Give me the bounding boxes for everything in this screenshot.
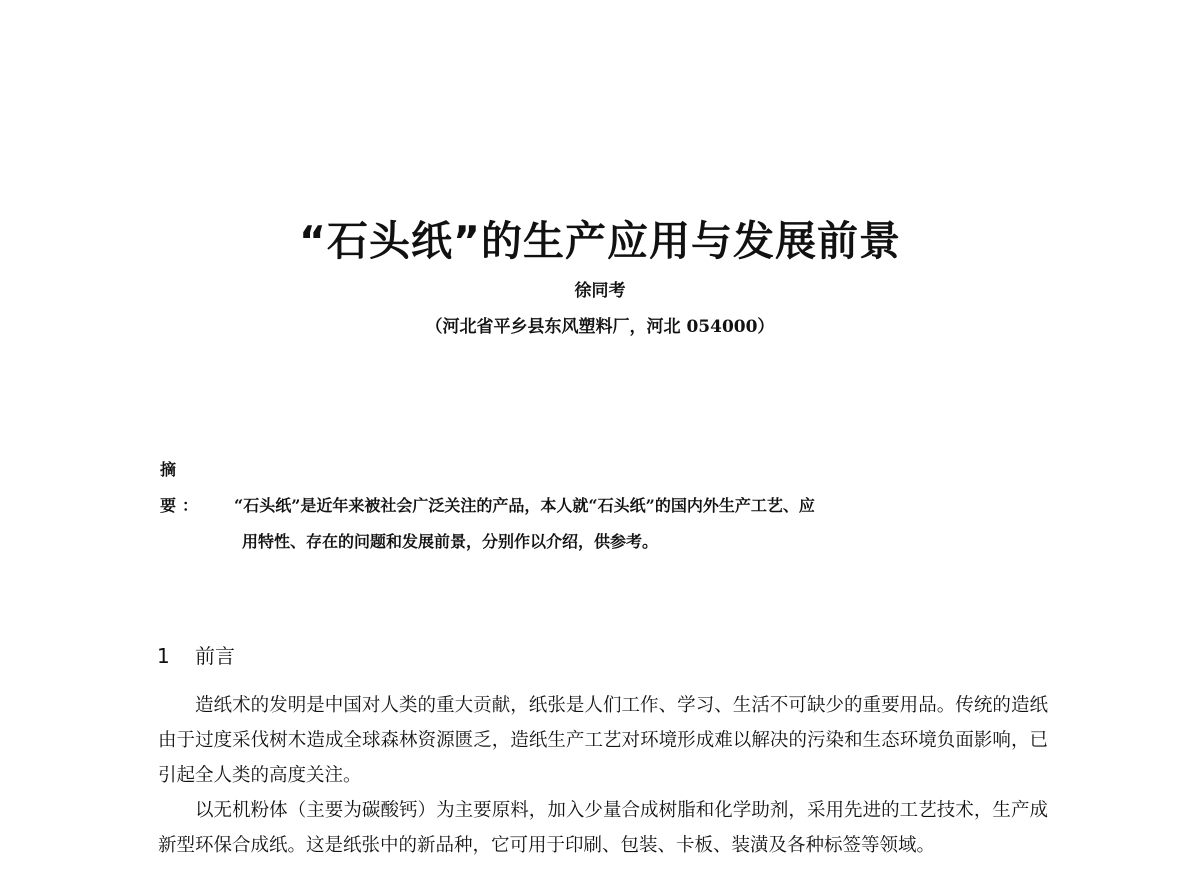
paragraph: 以无机粉体（主要为碳酸钙）为主要原料，加入少量合成树脂和化学助剂，采用先进的工艺技术，生产成新型环保合成纸。这是纸张中的新品种，它可用于印刷、包装、卡板、装潢及各种标签等领域。 [158,800,1048,856]
section-body [158,688,1048,863]
abstract-text-line-1: “石头纸”是近年来被社会广泛关注的产品，本人就“石头纸”的国内外生产工艺、应 [234,496,815,515]
author-name: 徐同考 [574,281,626,301]
abstract-text-line-2: 用特性、存在的问题和发展前景，分别作以介绍，供参考。 [242,532,659,551]
abstract-label: 摘 要： [160,460,205,515]
author-affiliation: （河北省平乡县东风塑料厂，河北 054000） [425,317,775,337]
abstract [160,452,1020,560]
section-heading-introduction [157,640,235,669]
paper-title: “石头纸”的生产应用与发展前景 [299,217,901,265]
paragraph: 造纸术的发明是中国对人类的重大贡献，纸张是人们工作、学习、生活不可缺少的重要用品。传统的造纸由于过度采伐树木造成全球森林资源匮乏，造纸生产工艺对环境形成难以解决的污染和生态环境负面影响，已引起全人类的高度关注。 [158,695,1048,786]
section-title: 前言 [195,644,235,668]
section-number: 1 [157,644,170,668]
